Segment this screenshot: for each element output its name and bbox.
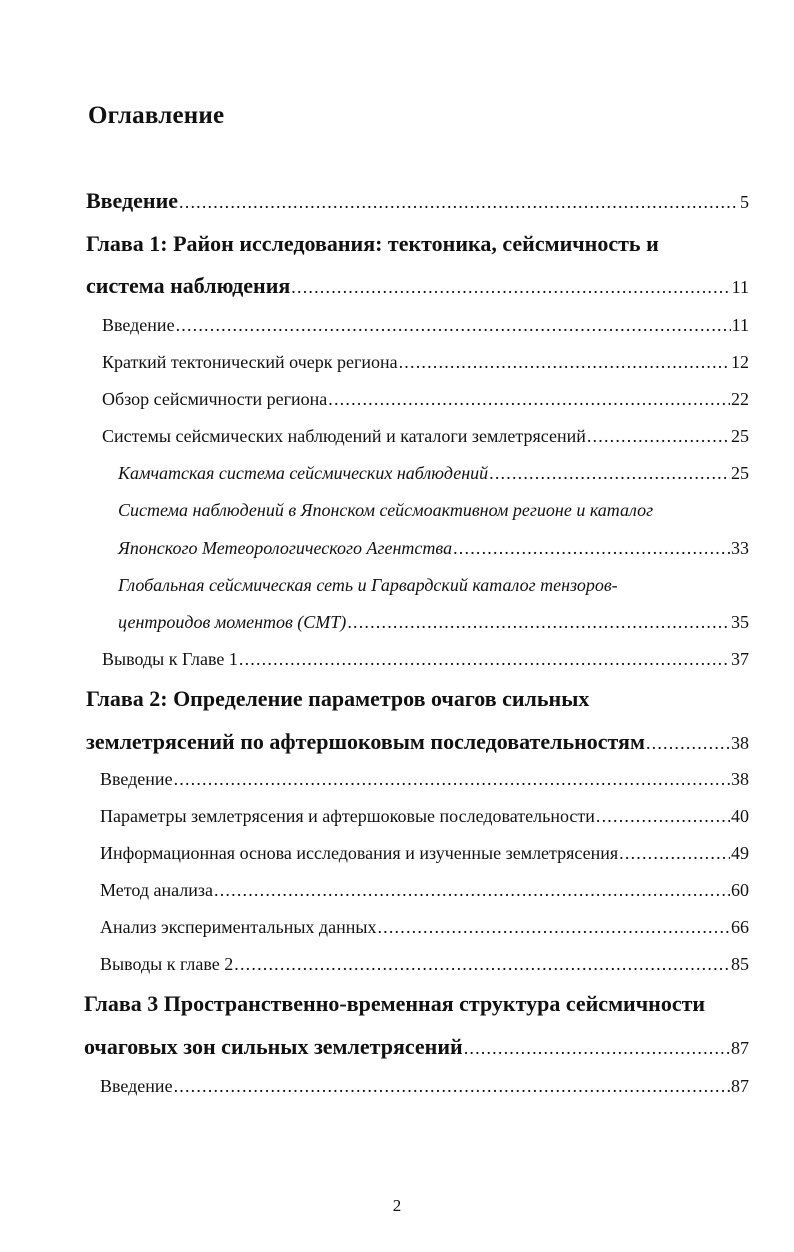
toc-entry-label: очаговых зон сильных землетрясений (84, 1034, 463, 1059)
toc-entry-global-network[interactable] (118, 612, 749, 633)
toc-leader-dots (489, 463, 730, 484)
toc-leader-dots (174, 1076, 730, 1097)
toc-entry-label: центроидов моментов (СМТ) (118, 612, 347, 632)
toc-entry-label: Введение (100, 1076, 173, 1096)
toc-entry-page: 11 (731, 277, 749, 297)
toc-leader-dots (587, 426, 730, 447)
toc-entry-page: 87 (731, 1038, 749, 1058)
toc-entry-label: землетрясений по афтершоковым последовательностям (86, 729, 645, 754)
toc-entry-label: Обзор сейсмичности региона (102, 389, 328, 409)
toc-entry-label: Параметры землетрясения и афтершоковые последовательности (100, 806, 595, 826)
toc-entry-page: 87 (731, 1076, 749, 1096)
toc-leader-dots (347, 612, 730, 633)
toc-entry-kamchatka-system[interactable] (118, 463, 749, 484)
toc-leader-dots (179, 192, 739, 213)
toc-entry-page: 60 (731, 880, 749, 900)
toc-leader-dots (176, 315, 731, 336)
toc-entry-chapter-1[interactable] (86, 273, 749, 299)
toc-entry-page: 66 (731, 917, 749, 937)
toc-entry-label: Введение (102, 315, 175, 335)
toc-entry-label: Выводы к Главе 1 (102, 649, 238, 669)
toc-japan-system-line1[interactable]: Система наблюдений в Японском сейсмоактивном регионе и каталог (118, 500, 654, 520)
toc-entry-introduction[interactable] (86, 188, 749, 214)
toc-leader-dots (234, 954, 730, 975)
toc-leader-dots (239, 649, 730, 670)
toc-entry-page: 25 (731, 426, 749, 446)
toc-entry-observation-systems[interactable] (102, 426, 749, 447)
toc-entry-label: Камчатская система сейсмических наблюдений (118, 463, 489, 483)
toc-entry-label: Краткий тектонический очерк региона (102, 352, 398, 372)
toc-entry-page: 38 (731, 769, 749, 789)
toc-entry-chapter-2[interactable] (86, 729, 749, 755)
toc-entry-label: Введение (86, 188, 179, 213)
toc-entry-page: 40 (731, 806, 749, 826)
toc-entry-seismicity-overview[interactable] (102, 389, 749, 410)
toc-entry-ch3-introduction[interactable] (100, 1076, 749, 1097)
toc-entry-japan-system[interactable] (118, 538, 749, 559)
toc-entry-information-basis[interactable] (100, 843, 749, 864)
toc-chapter-2-title-line1[interactable]: Глава 2: Определение параметров очагов сильных (86, 686, 590, 711)
toc-entry-page: 11 (731, 315, 749, 335)
toc-entry-ch1-introduction[interactable] (102, 315, 749, 336)
toc-entry-page: 22 (731, 389, 749, 409)
toc-entry-page: 5 (740, 192, 749, 212)
toc-leader-dots (619, 843, 730, 864)
toc-entry-experimental-data[interactable] (100, 917, 749, 938)
toc-entry-page: 38 (731, 733, 749, 753)
toc-entry-chapter-3[interactable] (84, 1034, 749, 1060)
toc-entry-analysis-method[interactable] (100, 880, 749, 901)
toc-entry-label: Системы сейсмических наблюдений и каталоги землетрясений (102, 426, 586, 446)
toc-entry-page: 49 (731, 843, 749, 863)
toc-leader-dots (596, 806, 730, 827)
toc-entry-page: 33 (731, 538, 749, 558)
toc-leader-dots (328, 389, 730, 410)
toc-leader-dots (453, 538, 730, 559)
toc-leader-dots (464, 1038, 730, 1059)
toc-chapter-1-title-line1[interactable]: Глава 1: Район исследования: тектоника, сейсмичность и (86, 231, 659, 256)
toc-entry-ch2-introduction[interactable] (100, 769, 749, 790)
toc-entry-page: 12 (731, 352, 749, 372)
toc-entry-ch2-conclusions[interactable] (100, 954, 749, 975)
toc-entry-tectonic-sketch[interactable] (102, 352, 749, 373)
toc-leader-dots (174, 769, 730, 790)
toc-entry-page: 25 (731, 463, 749, 483)
toc-global-network-line1[interactable]: Глобальная сейсмическая сеть и Гарвардский каталог тензоров- (118, 575, 618, 595)
toc-entry-ch1-conclusions[interactable] (102, 649, 749, 670)
toc-entry-label: Введение (100, 769, 173, 789)
toc-entry-page: 85 (731, 954, 749, 974)
toc-entry-label: Метод анализа (100, 880, 214, 900)
toc-entry-label: Выводы к главе 2 (100, 954, 234, 974)
toc-leader-dots (291, 277, 730, 298)
toc-entry-label: Анализ экспериментальных данных (100, 917, 377, 937)
toc-entry-parameters-aftershocks[interactable] (100, 806, 749, 827)
toc-chapter-3-title-line1[interactable]: Глава 3 Пространственно-временная структура сейсмичности (84, 991, 706, 1016)
toc-leader-dots (646, 733, 730, 754)
toc-entry-page: 37 (731, 649, 749, 669)
toc-entry-label: система наблюдения (86, 273, 291, 298)
toc-entry-label: Японского Метеорологического Агентства (118, 538, 453, 558)
toc-leader-dots (214, 880, 730, 901)
page-number: 2 (392, 1196, 402, 1215)
toc-entry-page: 35 (731, 612, 749, 632)
toc-leader-dots (377, 917, 730, 938)
toc-title: Оглавление (88, 102, 225, 129)
toc-leader-dots (399, 352, 730, 373)
toc-entry-label: Информационная основа исследования и изученные землетрясения (100, 843, 619, 863)
